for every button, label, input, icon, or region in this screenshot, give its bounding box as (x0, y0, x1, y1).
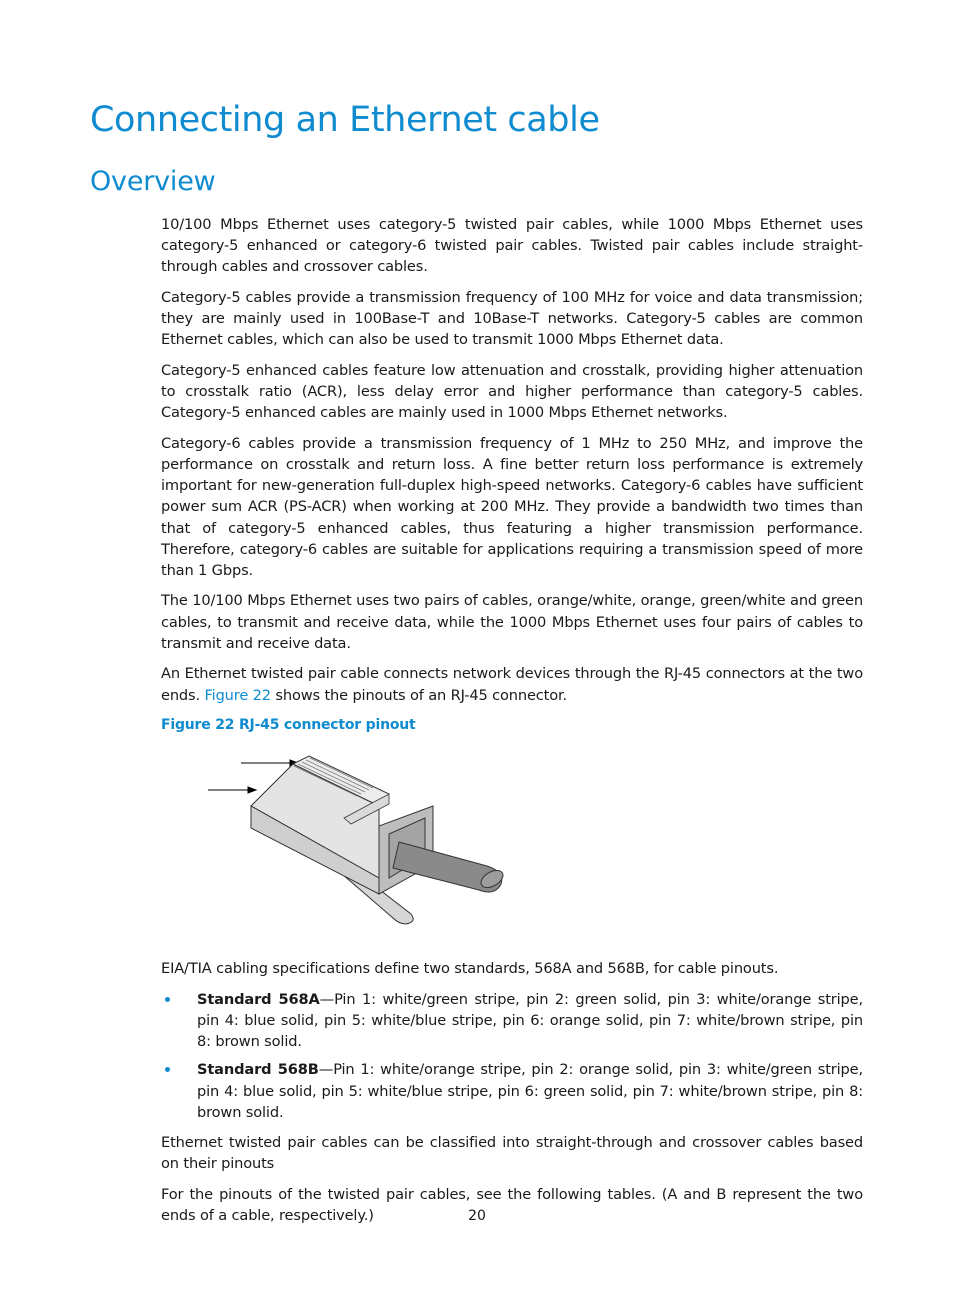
list-item (161, 1059, 863, 1123)
body-content (161, 214, 863, 1235)
standard-name: Standard 568A (197, 990, 320, 1008)
standard-text: Pin 1: white/orange stripe, pin 2: orange solid, pin 3: white/green stripe, pin 4: blue solid, pin 5: white/blue stripe, pin 6: green solid, pin 7: white/brown stripe, pin 8: brown solid. (197, 1061, 863, 1121)
paragraph: Category-5 cables provide a transmission frequency of 100 MHz for voice and data transmission; they are mainly used in 100Base-T and 10Base-T networks. Category-5 cables are common Ethernet cables, which can also be used to transmit 1000 Mbps Ethernet data. (161, 288, 863, 349)
rj45-connector-illustration (161, 746, 863, 936)
eia-paragraph: EIA/TIA cabling specifications define two standards, 568A and 568B, for cable pinouts. (161, 960, 779, 978)
rj45-text-before: An Ethernet twisted pair cable connects network devices through the RJ-45 connectors at the two ends. (161, 665, 863, 704)
bullet-icon (165, 1067, 170, 1072)
paragraph: For the pinouts of the twisted pair cables, see the following tables. (A and B represent the two ends of a cable, respectively.) (161, 1185, 863, 1224)
section-heading-overview: Overview (90, 166, 216, 197)
standards-list (161, 989, 863, 1123)
paragraph: Category-5 enhanced cables feature low attenuation and crosstalk, providing higher attenuation to crosstalk ratio (ACR), less delay error and higher performance than category-5 cables. Category-5 enhanced cables are mainly used in 1000 Mbps Ethernet networks. (161, 361, 863, 422)
paragraph: Ethernet twisted pair cables can be classified into straight-through and crossover cables based on their pinouts (161, 1133, 863, 1173)
standard-name: Standard 568B (197, 1061, 319, 1079)
rj45-text-after: shows the pinouts of an RJ-45 connector. (270, 686, 567, 704)
bullet-icon (165, 997, 170, 1002)
figure-22-link[interactable]: Figure 22 (204, 686, 271, 704)
rj45-connector-figure (161, 746, 863, 946)
figure-caption: Figure 22 RJ-45 connector pinout (161, 717, 416, 734)
rj45-paragraph (161, 663, 863, 705)
list-item (161, 989, 863, 1053)
standard-text: Pin 1: white/green stripe, pin 2: green solid, pin 3: white/orange stripe, pin 4: blue solid, pin 5: white/blue stripe, pin 6: orange solid, pin 7: white/brown stripe, pin 8: brown solid. (197, 990, 863, 1051)
page-title: Connecting an Ethernet cable (90, 100, 600, 140)
paragraph: Category-6 cables provide a transmission frequency of 1 MHz to 250 MHz, and improve the performance on crosstalk and return loss. A fine better return loss performance is extremely important for new-generation full-duplex high-speed networks. Category-6 cables have sufficient power sum ACR (PS-ACR) when working at 200 MHz. They provide a bandwidth two times than that of category-5 enhanced cables, thus featuring a higher transmission performance. Therefore, category-6 cables are suitable for applications requiring a transmission speed of more than 1 Gbps. (161, 434, 863, 579)
page-number: 20 (468, 1208, 486, 1224)
paragraph: 10/100 Mbps Ethernet uses category-5 twisted pair cables, while 1000 Mbps Ethernet uses category-5 enhanced or category-6 twisted pair cables. Twisted pair cables include straight-through cables and crossover cables. (161, 216, 863, 276)
em-dash: — (318, 1061, 334, 1079)
paragraph: The 10/100 Mbps Ethernet uses two pairs of cables, orange/white, orange, green/white and green cables, to transmit and receive data, while the 1000 Mbps Ethernet uses four pairs of cables to transmit and receive data. (161, 592, 863, 652)
em-dash: — (319, 990, 335, 1008)
